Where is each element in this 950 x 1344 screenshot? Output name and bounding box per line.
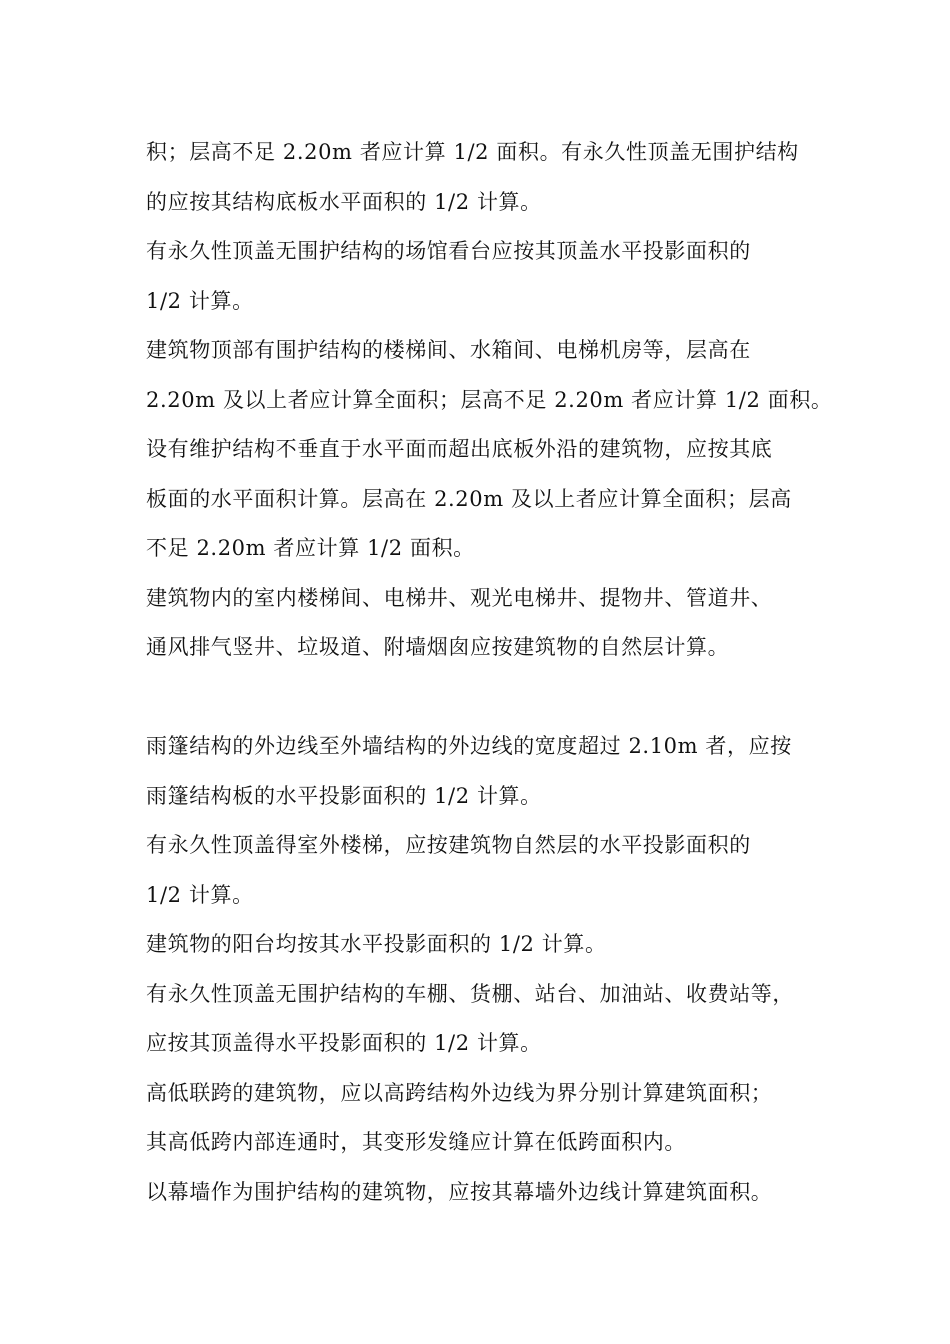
text-line: 设有维护结构不垂直于水平面而超出底板外沿的建筑物，应按其底 xyxy=(146,437,773,461)
text-line: 雨篷结构板的水平投影面积的 1/2 计算。 xyxy=(146,783,542,808)
body-text xyxy=(146,128,833,1217)
text-line: 1/2 计算。 xyxy=(146,882,254,907)
text-line: 2.20m 及以上者应计算全面积；层高不足 2.20m 者应计算 1/2 面积。 xyxy=(146,387,833,412)
text-line: 以幕墙作为围护结构的建筑物，应按其幕墙外边线计算建筑面积。 xyxy=(146,1179,773,1204)
text-line: 有永久性顶盖无围护结构的车棚、货棚、站台、加油站、收费站等， xyxy=(146,981,794,1006)
text-line: 雨篷结构的外边线至外墙结构的外边线的宽度超过 2.10m 者，应按 xyxy=(146,734,792,758)
text-line: 应按其顶盖得水平投影面积的 1/2 计算。 xyxy=(146,1031,542,1055)
paragraph-gap xyxy=(146,673,826,723)
text-line: 的应按其结构底板水平面积的 1/2 计算。 xyxy=(146,189,542,214)
text-line: 积；层高不足 2.20m 者应计算 1/2 面积。有永久性顶盖无围护结构 xyxy=(146,140,799,164)
text-line: 有永久性顶盖得室外楼梯，应按建筑物自然层的水平投影面积的 xyxy=(146,833,751,857)
text-line: 建筑物的阳台均按其水平投影面积的 1/2 计算。 xyxy=(146,932,607,956)
text-line: 建筑物内的室内楼梯间、电梯井、观光电梯井、提物井、管道井、 xyxy=(146,585,773,610)
text-line: 不足 2.20m 者应计算 1/2 面积。 xyxy=(146,536,475,560)
text-line: 通风排气竖井、垃圾道、附墙烟囱应按建筑物的自然层计算。 xyxy=(146,635,730,659)
text-line: 高低联跨的建筑物，应以高跨结构外边线为界分别计算建筑面积； xyxy=(146,1080,773,1105)
text-line: 建筑物顶部有围护结构的楼梯间、水箱间、电梯机房等，层高在 xyxy=(146,338,751,362)
text-line: 其高低跨内部连通时，其变形发缝应计算在低跨面积内。 xyxy=(146,1130,686,1154)
text-line: 板面的水平面积计算。层高在 2.20m 及以上者应计算全面积；层高 xyxy=(146,486,792,511)
text-line: 1/2 计算。 xyxy=(146,288,254,313)
text-line: 有永久性顶盖无围护结构的场馆看台应按其顶盖水平投影面积的 xyxy=(146,239,751,263)
